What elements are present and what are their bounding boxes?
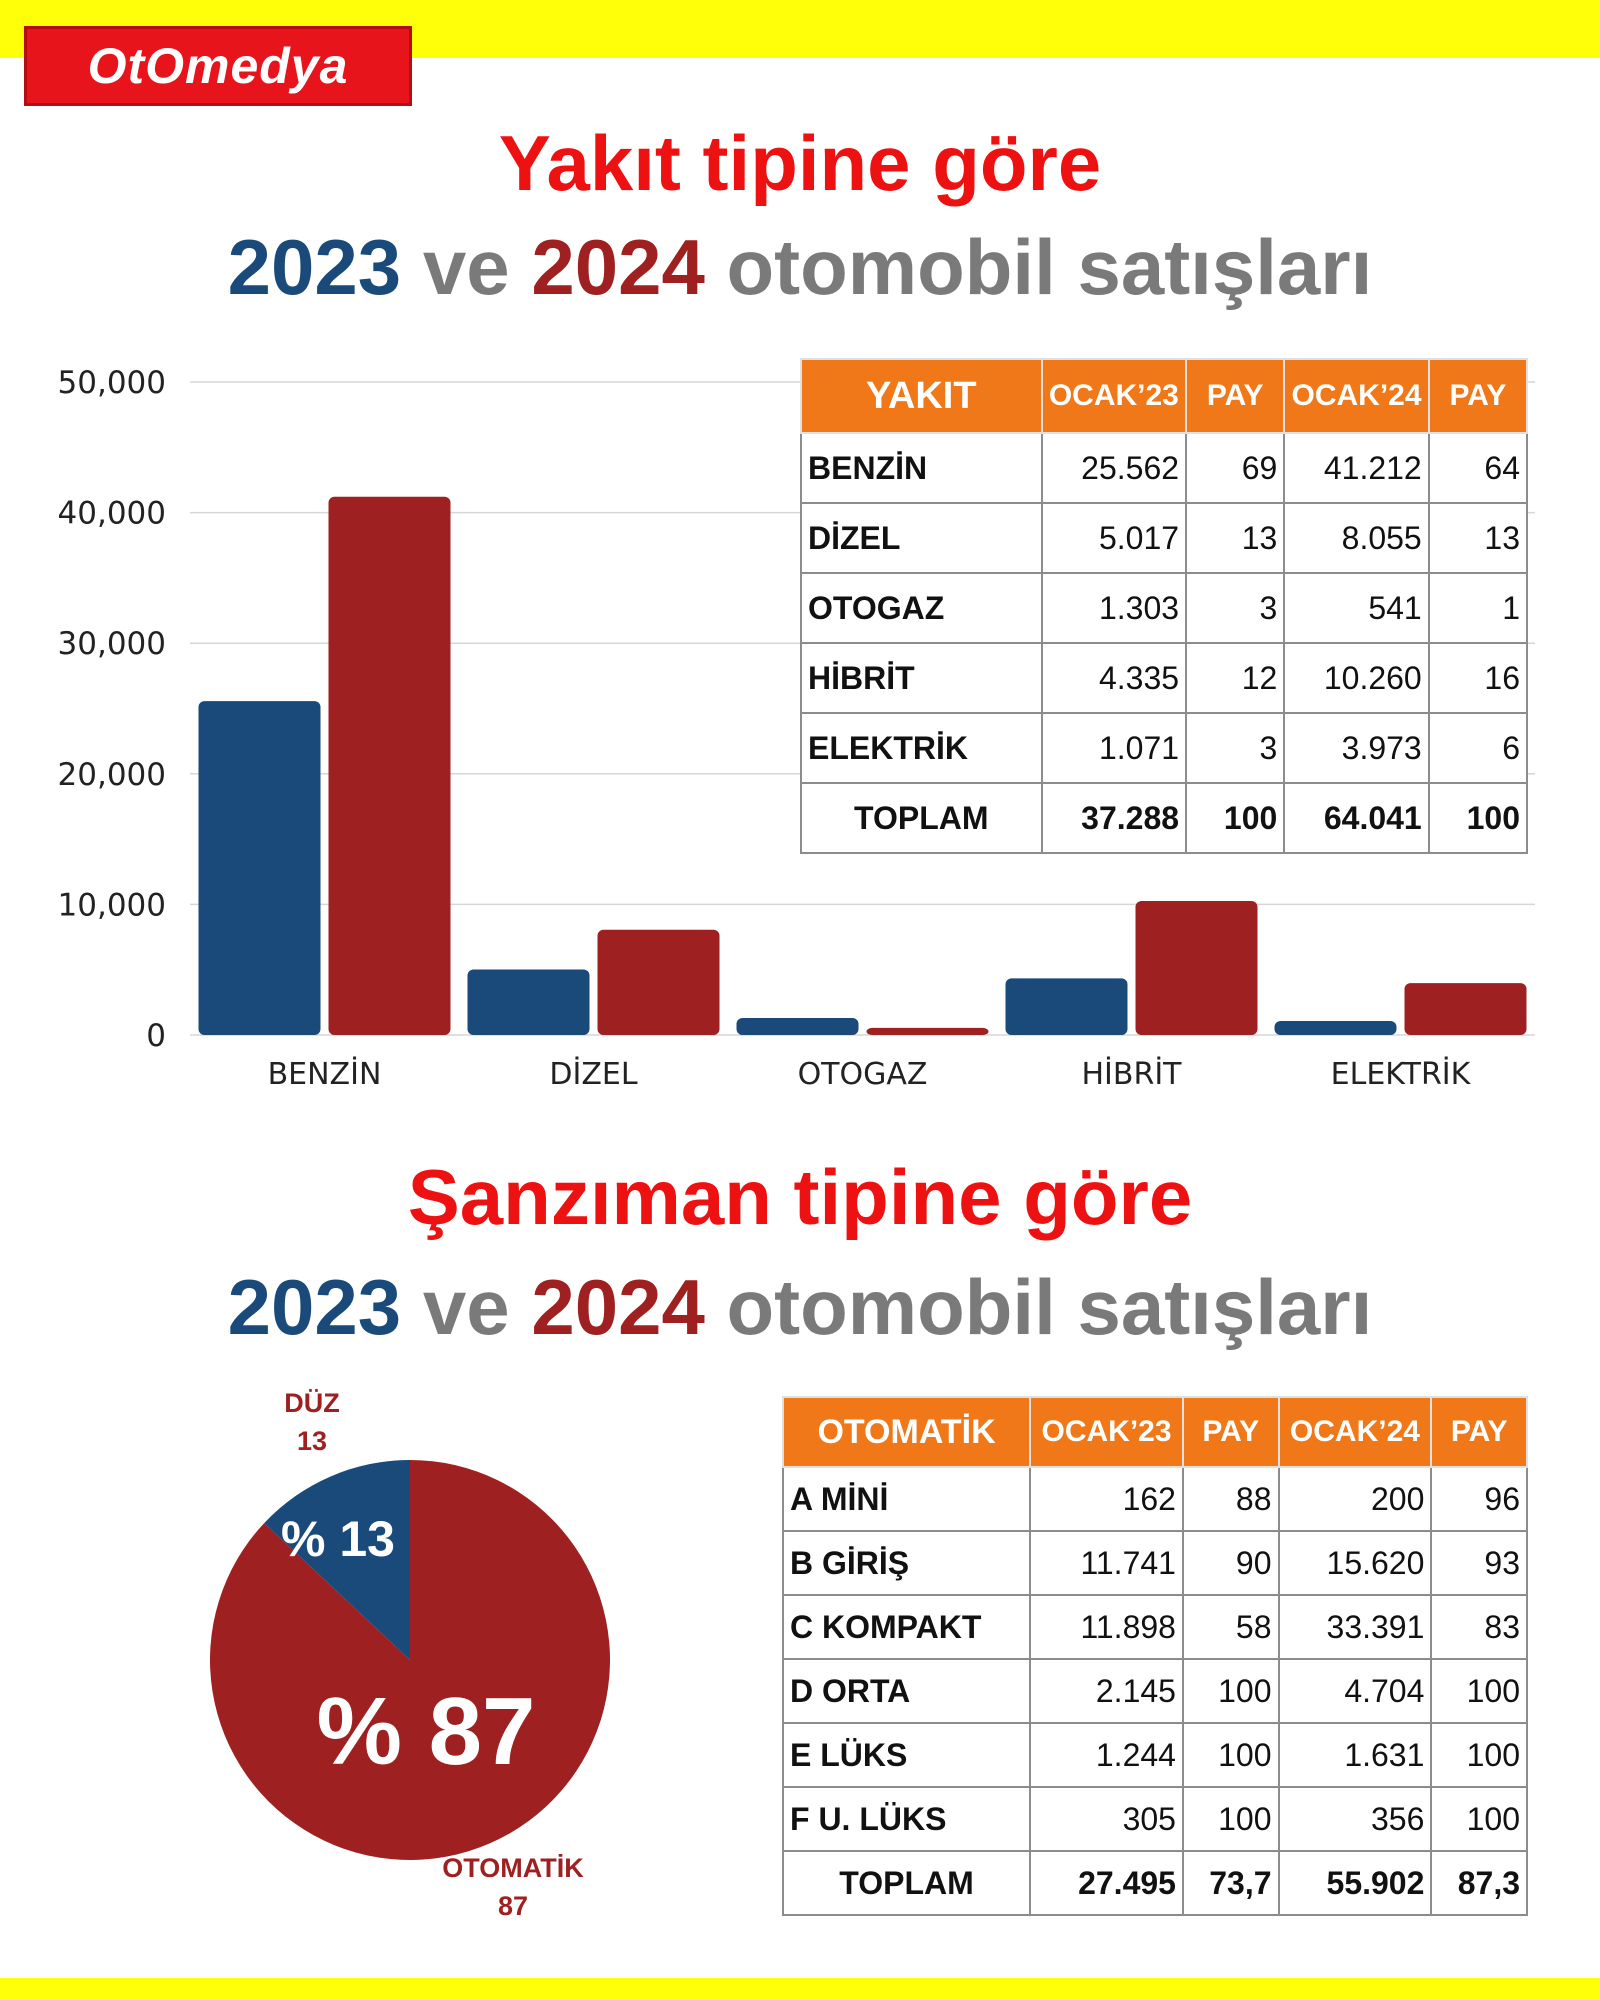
- x-category-label: ELEKTRİK: [1330, 1057, 1471, 1092]
- pay23-value: 100: [1183, 1723, 1279, 1787]
- x-category-label: HİBRİT: [1081, 1057, 1182, 1092]
- ocak23-value: 4.335: [1042, 643, 1186, 713]
- transmission-table-header: [783, 1397, 1527, 1467]
- fuel-type: OTOGAZ: [801, 573, 1042, 643]
- pay23-value: 3: [1186, 573, 1284, 643]
- ocak24-value: 8.055: [1284, 503, 1428, 573]
- table-row: [801, 713, 1527, 783]
- table-row: [801, 573, 1527, 643]
- ocak24-value: 541: [1284, 573, 1428, 643]
- pay24-value: 1: [1429, 573, 1527, 643]
- total-pay23: 73,7: [1183, 1851, 1279, 1915]
- pay24-value: 100: [1431, 1787, 1527, 1851]
- table-row: [801, 433, 1527, 503]
- total-pay23: 100: [1186, 783, 1284, 853]
- pay23-value: 13: [1186, 503, 1284, 573]
- trans-header-pay23: PAY: [1183, 1397, 1279, 1467]
- total-pay24: 100: [1429, 783, 1527, 853]
- y-tick-label: 20,000: [57, 756, 166, 793]
- pay24-value: 96: [1431, 1467, 1527, 1531]
- ocak24-value: 4.704: [1279, 1659, 1432, 1723]
- bottom-band: [0, 1978, 1600, 2000]
- ocak23-value: 1.303: [1042, 573, 1186, 643]
- pay24-value: 83: [1431, 1595, 1527, 1659]
- fuel-type: DİZEL: [801, 503, 1042, 573]
- segment: F U. LÜKS: [783, 1787, 1030, 1851]
- bar: [1405, 983, 1527, 1035]
- fuel-table-header: [801, 359, 1527, 433]
- table-row: [783, 1659, 1527, 1723]
- table-row: [783, 1787, 1527, 1851]
- fuel-header-ocak23: OCAK’23: [1042, 359, 1186, 433]
- segment: C KOMPAKT: [783, 1595, 1030, 1659]
- pay24-value: 6: [1429, 713, 1527, 783]
- fuel-header-yakit: YAKIT: [801, 359, 1042, 433]
- trans-header-pay24: PAY: [1431, 1397, 1527, 1467]
- ocak24-value: 3.973: [1284, 713, 1428, 783]
- y-tick-label: 10,000: [57, 887, 166, 924]
- total-label: TOPLAM: [783, 1851, 1030, 1915]
- pie-value-otomatik: 87: [497, 1891, 529, 1921]
- segment: D ORTA: [783, 1659, 1030, 1723]
- bar: [598, 930, 720, 1035]
- total-ocak23: 37.288: [1042, 783, 1186, 853]
- transmission-section-subtitle: [0, 1262, 1600, 1352]
- ocak23-value: 2.145: [1030, 1659, 1183, 1723]
- total-label: TOPLAM: [801, 783, 1042, 853]
- subtitle-and: ve: [422, 1263, 510, 1351]
- subtitle-year-2024: 2024: [531, 223, 705, 311]
- table-total-row: [783, 1851, 1527, 1915]
- logo-text: OtOmedya: [87, 38, 349, 94]
- fuel-type: ELEKTRİK: [801, 713, 1042, 783]
- fuel-type: HİBRİT: [801, 643, 1042, 713]
- ocak23-value: 1.071: [1042, 713, 1186, 783]
- subtitle-and: ve: [422, 223, 510, 311]
- pie-value-duz: 13: [296, 1426, 328, 1456]
- pay23-value: 12: [1186, 643, 1284, 713]
- ocak23-value: 1.244: [1030, 1723, 1183, 1787]
- table-row: [783, 1595, 1527, 1659]
- bar: [867, 1028, 989, 1035]
- table-total-row: [801, 783, 1527, 853]
- fuel-section-title: Yakıt tipine göre: [498, 119, 1102, 207]
- fuel-header-ocak24: OCAK’24: [1284, 359, 1428, 433]
- y-tick-label: 50,000: [57, 365, 166, 401]
- trans-header-ocak24: OCAK’24: [1279, 1397, 1432, 1467]
- subtitle-year-2023: 2023: [227, 223, 402, 311]
- segment: A MİNİ: [783, 1467, 1030, 1531]
- transmission-pie-chart: [0, 1380, 700, 1940]
- total-ocak23: 27.495: [1030, 1851, 1183, 1915]
- subtitle-year-2024: 2024: [531, 1263, 705, 1351]
- pay24-value: 100: [1431, 1723, 1527, 1787]
- fuel-header-pay24: PAY: [1429, 359, 1527, 433]
- pie-label-otomatik: OTOMATİK: [442, 1853, 584, 1883]
- ocak23-value: 25.562: [1042, 433, 1186, 503]
- pay23-value: 100: [1183, 1787, 1279, 1851]
- bar: [199, 701, 321, 1035]
- total-ocak24: 64.041: [1284, 783, 1428, 853]
- transmission-section-title: Şanzıman tipine göre: [407, 1153, 1193, 1241]
- pay24-value: 93: [1431, 1531, 1527, 1595]
- trans-header-otomatik: OTOMATİK: [783, 1397, 1030, 1467]
- x-category-label: DİZEL: [549, 1057, 638, 1092]
- fuel-header-pay23: PAY: [1186, 359, 1284, 433]
- bar: [329, 497, 451, 1035]
- y-tick-label: 0: [146, 1018, 166, 1054]
- bar: [1006, 978, 1128, 1035]
- ocak23-value: 305: [1030, 1787, 1183, 1851]
- bar: [1136, 901, 1258, 1035]
- table-row: [801, 643, 1527, 713]
- fuel-table: [800, 358, 1528, 854]
- pay24-value: 16: [1429, 643, 1527, 713]
- ocak23-value: 5.017: [1042, 503, 1186, 573]
- fuel-type: BENZİN: [801, 433, 1042, 503]
- table-row: [783, 1723, 1527, 1787]
- bar: [737, 1018, 859, 1035]
- total-pay24: 87,3: [1431, 1851, 1527, 1915]
- bar: [1275, 1021, 1397, 1035]
- ocak24-value: 200: [1279, 1467, 1432, 1531]
- y-tick-label: 40,000: [57, 495, 166, 532]
- pay23-value: 100: [1183, 1659, 1279, 1723]
- bar: [468, 969, 590, 1035]
- pie-inner-label-duz: % 13: [281, 1511, 395, 1567]
- ocak24-value: 41.212: [1284, 433, 1428, 503]
- ocak23-value: 11.741: [1030, 1531, 1183, 1595]
- table-row: [783, 1531, 1527, 1595]
- pay24-value: 100: [1431, 1659, 1527, 1723]
- ocak23-value: 11.898: [1030, 1595, 1183, 1659]
- ocak24-value: 10.260: [1284, 643, 1428, 713]
- subtitle-rest: otomobil satışları: [726, 1263, 1373, 1351]
- pie-label-duz: DÜZ: [284, 1388, 340, 1418]
- pay24-value: 13: [1429, 503, 1527, 573]
- fuel-section-subtitle: [0, 222, 1600, 312]
- y-tick-label: 30,000: [57, 626, 166, 663]
- table-row: [783, 1467, 1527, 1531]
- ocak24-value: 15.620: [1279, 1531, 1432, 1595]
- pay24-value: 64: [1429, 433, 1527, 503]
- ocak24-value: 33.391: [1279, 1595, 1432, 1659]
- ocak24-value: 356: [1279, 1787, 1432, 1851]
- x-category-label: OTOGAZ: [797, 1057, 928, 1092]
- ocak23-value: 162: [1030, 1467, 1183, 1531]
- total-ocak24: 55.902: [1279, 1851, 1432, 1915]
- segment: B GİRİŞ: [783, 1531, 1030, 1595]
- pie-inner-label-otomatik: % 87: [316, 1678, 536, 1785]
- table-row: [801, 503, 1527, 573]
- pay23-value: 88: [1183, 1467, 1279, 1531]
- subtitle-rest: otomobil satışları: [726, 223, 1373, 311]
- transmission-table: [782, 1396, 1528, 1916]
- pay23-value: 3: [1186, 713, 1284, 783]
- segment: E LÜKS: [783, 1723, 1030, 1787]
- pay23-value: 90: [1183, 1531, 1279, 1595]
- ocak24-value: 1.631: [1279, 1723, 1432, 1787]
- subtitle-year-2023: 2023: [227, 1263, 402, 1351]
- x-category-label: BENZİN: [267, 1057, 382, 1092]
- trans-header-ocak23: OCAK’23: [1030, 1397, 1183, 1467]
- pay23-value: 69: [1186, 433, 1284, 503]
- brand-logo: [24, 26, 412, 106]
- pay23-value: 58: [1183, 1595, 1279, 1659]
